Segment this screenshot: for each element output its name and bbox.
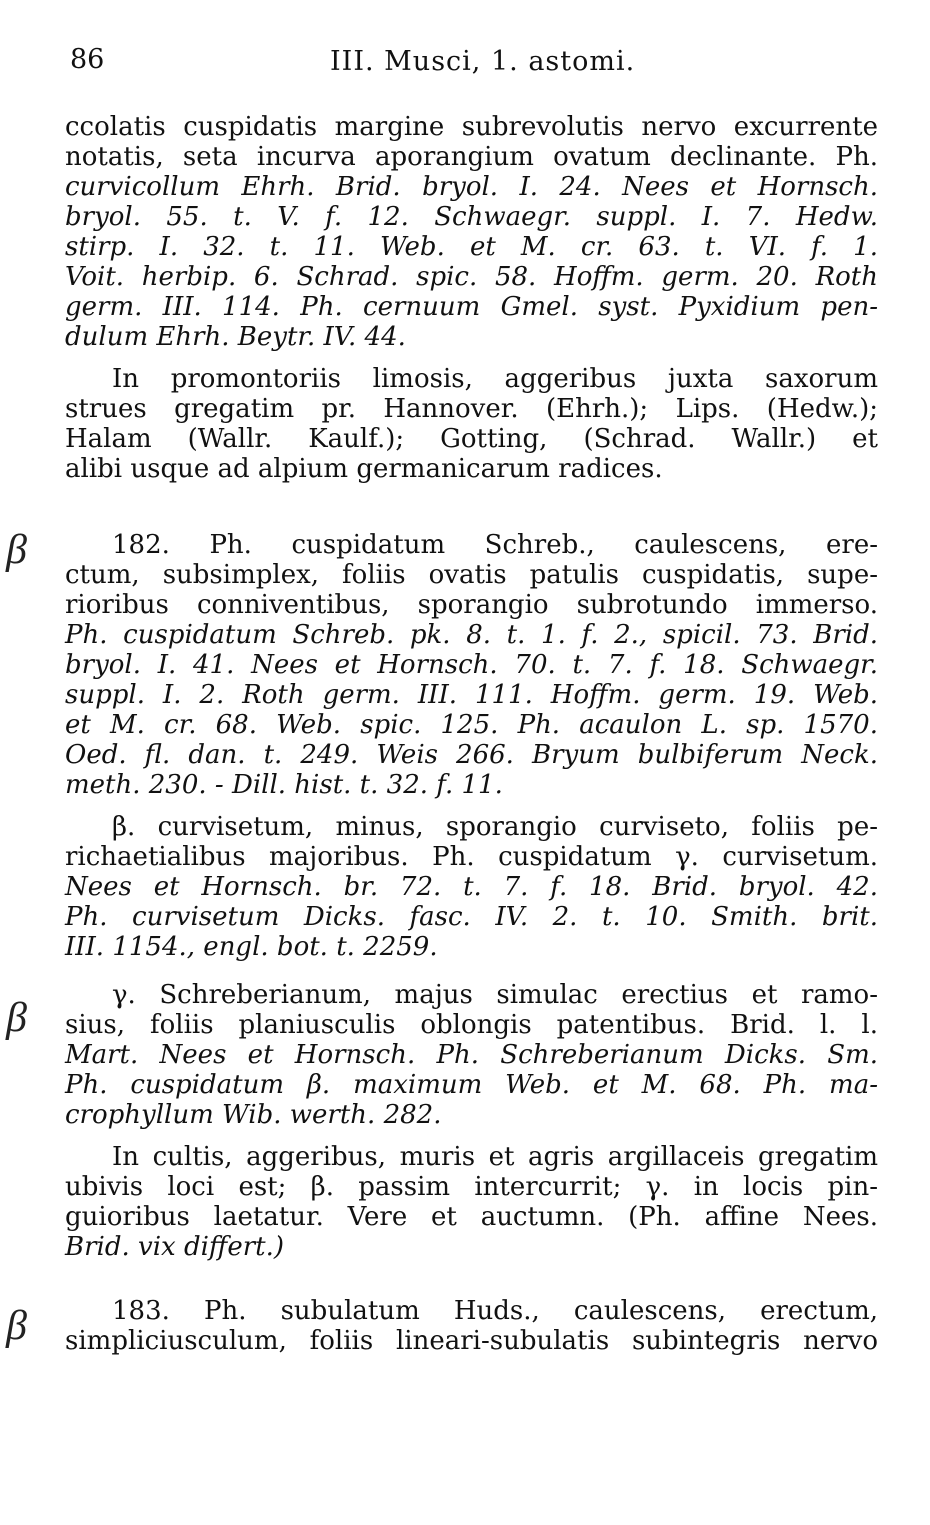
text-line: notatis, seta incurva aporangium ovatum declinante. Ph. bbox=[65, 142, 878, 172]
text-line: alibi usque ad alpium germanicarum radices. bbox=[65, 454, 663, 484]
entry-heading: 183. Ph. subulatum Huds., caulescens, erectum, bbox=[112, 1296, 878, 1326]
text-line: crophyllum Wib. werth. 282. bbox=[65, 1100, 442, 1130]
text-line: bryol. I. 41. Nees et Hornsch. 70. t. 7. f. 18. Schwaegr. bbox=[65, 650, 878, 680]
text-line: simpliciusculum, foliis lineari-subulatis subintegris nervo bbox=[65, 1326, 878, 1356]
text-line: Ph. cuspidatum β. maximum Web. et M. 68. Ph. ma- bbox=[65, 1070, 878, 1100]
text-line: suppl. I. 2. Roth germ. III. 111. Hoffm. germ. 19. Web. bbox=[65, 680, 878, 710]
variety-beta: β. curvisetum, minus, sporangio curviseto, foliis pe- bbox=[112, 812, 878, 842]
text-line: Oed. fl. dan. t. 249. Weis 266. Bryum bulbiferum Neck. bbox=[65, 740, 878, 770]
text-line: stirp. I. 32. t. 11. Web. et M. cr. 63. t. VI. f. 1. bbox=[65, 232, 878, 262]
text-line: III. 1154., engl. bot. t. 2259. bbox=[65, 932, 438, 962]
text-line: curvicollum Ehrh. Brid. bryol. I. 24. Nees et Hornsch. bbox=[65, 172, 878, 202]
text-line: Ph. curvisetum Dicks. fasc. IV. 2. t. 10. Smith. brit. bbox=[65, 902, 878, 932]
text-line: germ. III. 114. Ph. cernuum Gmel. syst. Pyxidium pen- bbox=[65, 292, 878, 322]
text-line: Voit. herbip. 6. Schrad. spic. 58. Hoffm. germ. 20. Roth bbox=[65, 262, 878, 292]
text-line: Halam (Wallr. Kaulf.); Gotting, (Schrad. Wallr.) et bbox=[65, 424, 878, 454]
text-line: sius, foliis planiusculis oblongis patentibus. Brid. l. l. bbox=[65, 1010, 878, 1040]
entry-heading: 182. Ph. cuspidatum Schreb., caulescens, ere- bbox=[112, 530, 878, 560]
text-line: ccolatis cuspidatis margine subrevolutis nervo excurrente bbox=[65, 112, 878, 142]
text-line: Ph. cuspidatum Schreb. pk. 8. t. 1. f. 2., spicil. 73. Brid. bbox=[65, 620, 878, 650]
variety-gamma: γ. Schreberianum, majus simulac erectius et ramo- bbox=[112, 980, 878, 1010]
text-line: In promontoriis limosis, aggeribus juxta saxorum bbox=[112, 364, 878, 394]
running-header: III. Musci, 1. astomi. bbox=[330, 46, 636, 77]
text-line: strues gregatim pr. Hannover. (Ehrh.); Lips. (Hedw.); bbox=[65, 394, 878, 424]
text-line: et M. cr. 68. Web. spic. 125. Ph. acaulon L. sp. 1570. bbox=[65, 710, 878, 740]
text-line: meth. 230. - Dill. hist. t. 32. f. 11. bbox=[65, 770, 503, 800]
text-line: Nees et Hornsch. br. 72. t. 7. f. 18. Brid. bryol. 42. bbox=[65, 872, 878, 902]
margin-mark: β bbox=[6, 995, 27, 1041]
text-line: ctum, subsimplex, foliis ovatis patulis cuspidatis, supe- bbox=[65, 560, 878, 590]
margin-mark: β bbox=[6, 1303, 27, 1349]
text-line: rioribus conniventibus, sporangio subrotundo immerso. bbox=[65, 590, 878, 620]
text-line: richaetialibus majoribus. Ph. cuspidatum γ. curvisetum. bbox=[65, 842, 878, 872]
text-line: Mart. Nees et Hornsch. Ph. Schreberianum Dicks. Sm. bbox=[65, 1040, 878, 1070]
text-line: Brid. vix differt.) bbox=[65, 1232, 285, 1262]
text-line: ubivis loci est; β. passim intercurrit; γ. in locis pin- bbox=[65, 1172, 878, 1202]
text-line: dulum Ehrh. Beytr. IV. 44. bbox=[65, 322, 406, 352]
page-number: 86 bbox=[70, 44, 105, 75]
text-line: bryol. 55. t. V. f. 12. Schwaegr. suppl. I. 7. Hedw. bbox=[65, 202, 878, 232]
text-line: guioribus laetatur. Vere et auctumn. (Ph. affine Nees. bbox=[65, 1202, 878, 1232]
text-line: In cultis, aggeribus, muris et agris argillaceis gregatim bbox=[112, 1142, 878, 1172]
margin-mark: β bbox=[6, 527, 27, 573]
